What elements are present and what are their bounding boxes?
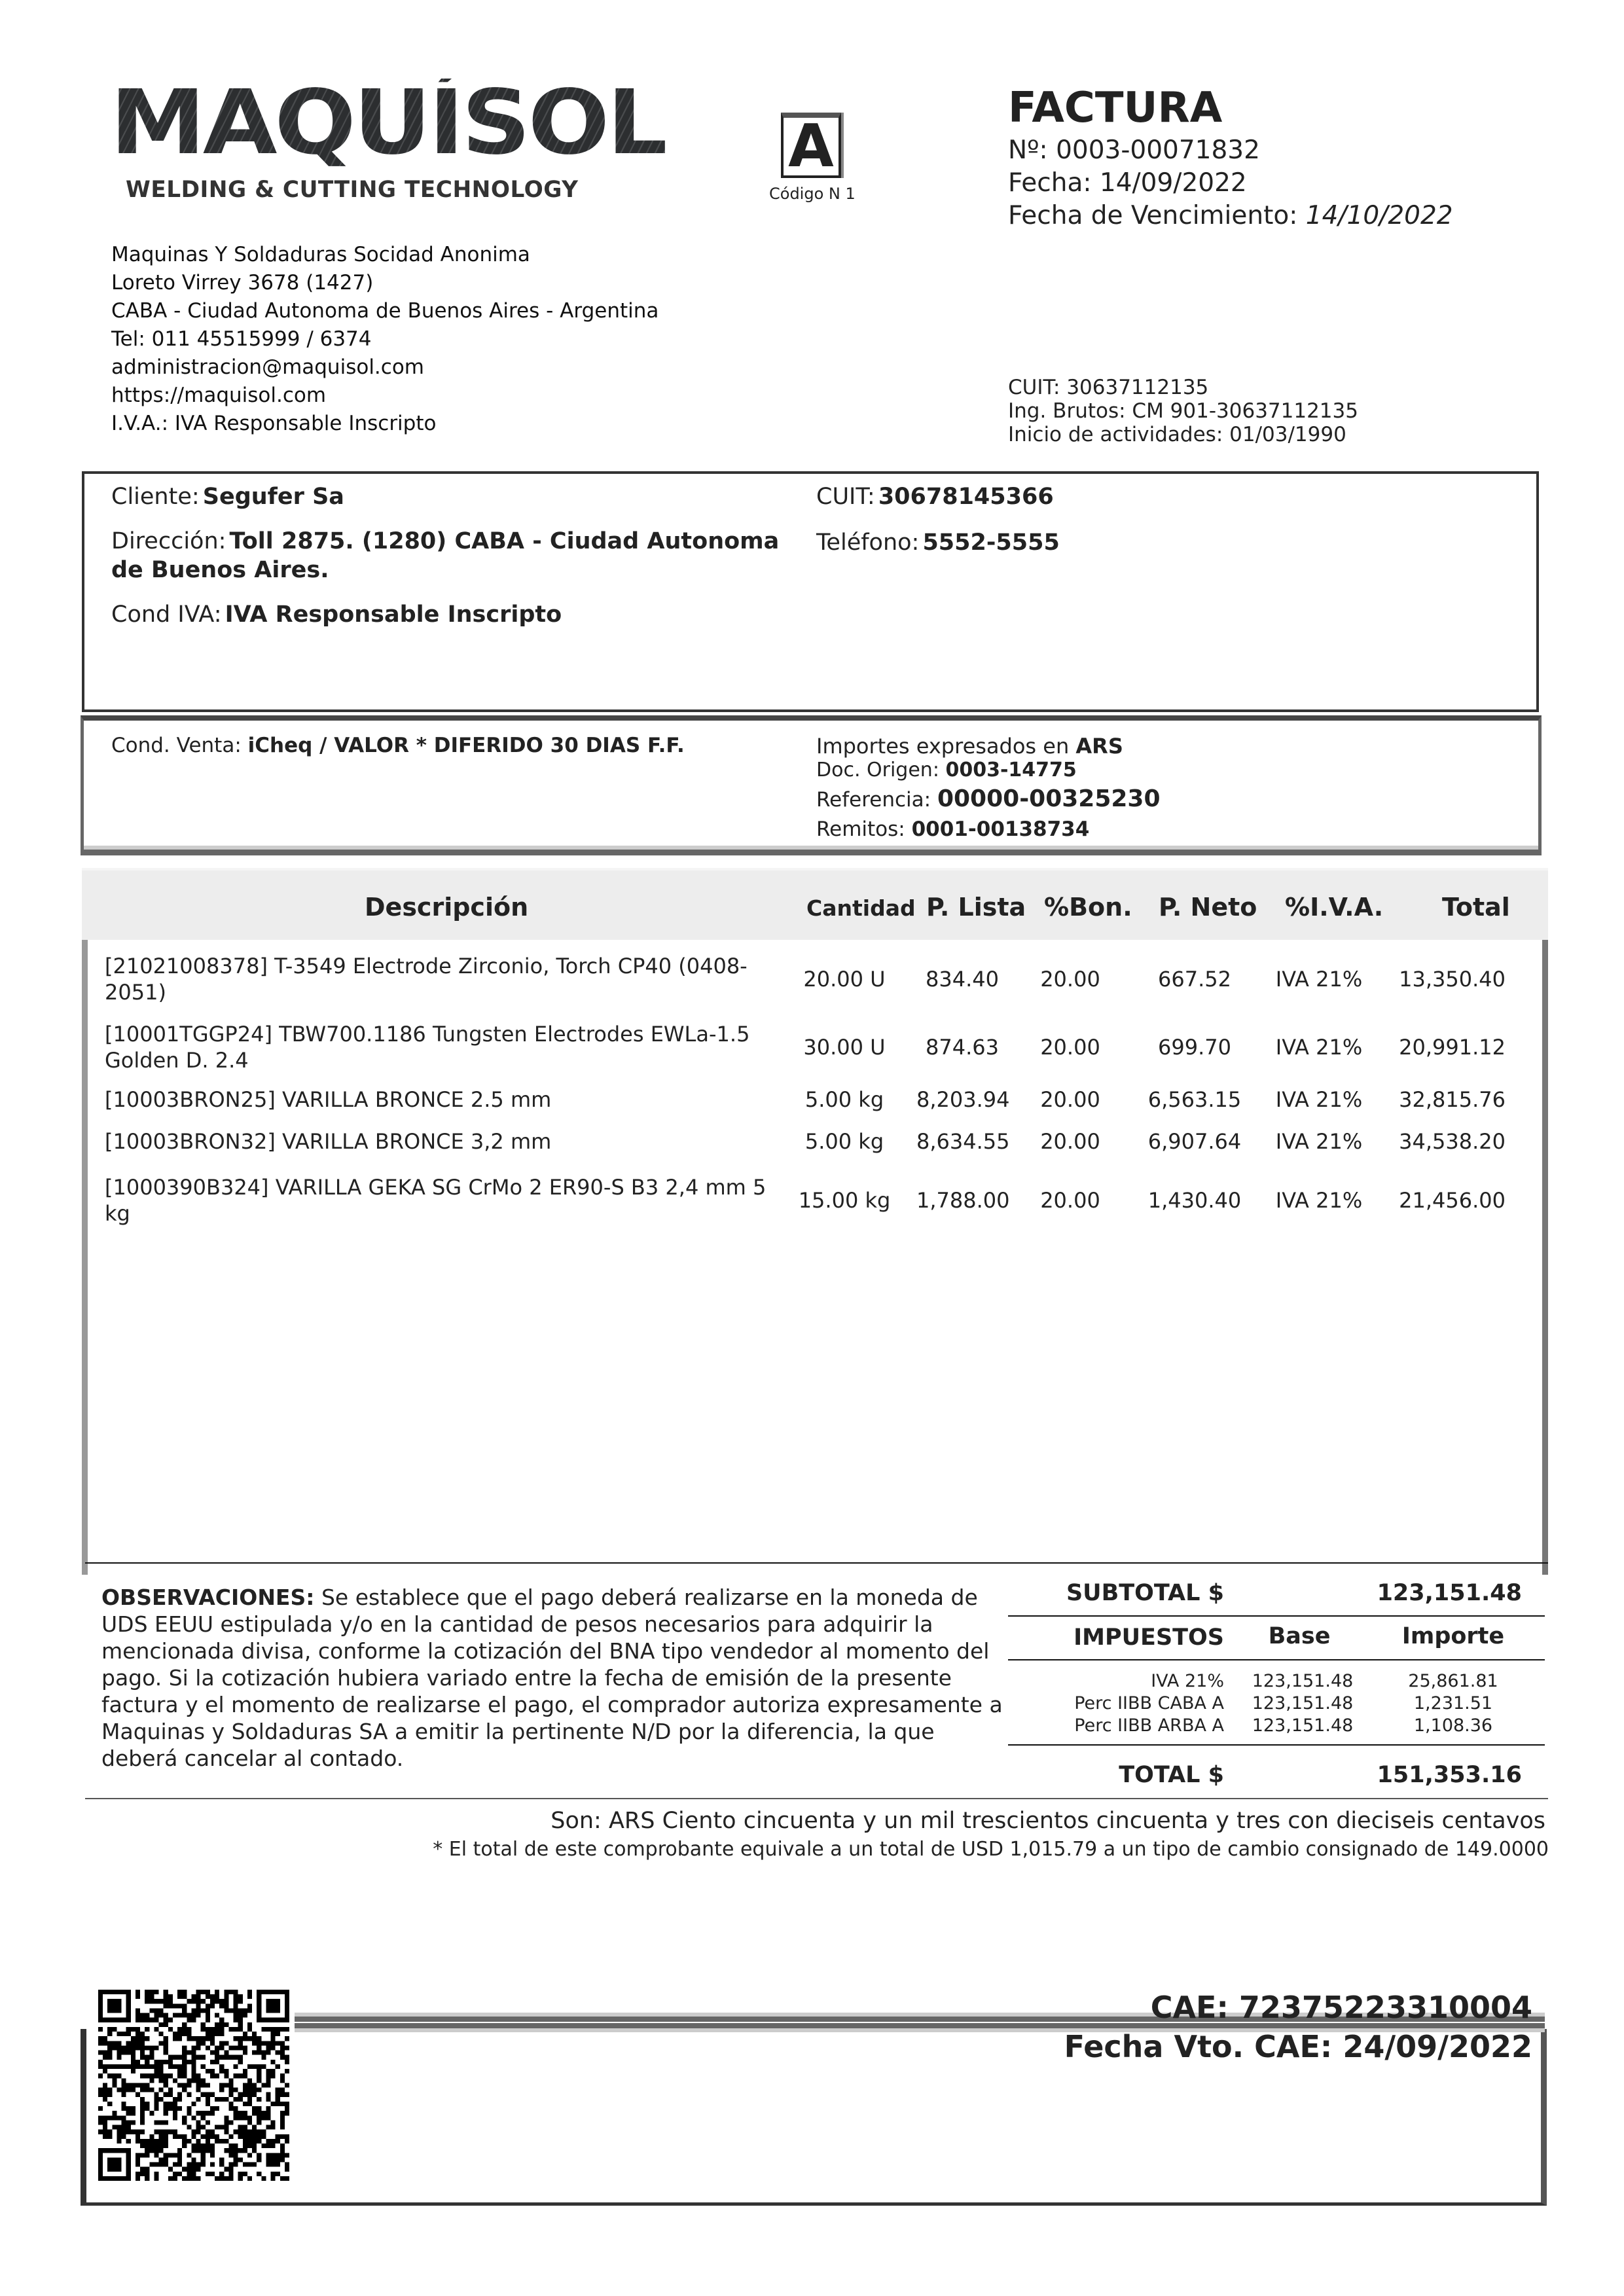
doc-origin-label: Doc. Origen: <box>816 759 939 781</box>
cae-due-label: Fecha Vto. CAE: <box>1064 2029 1333 2064</box>
invoice-letter-box <box>781 112 841 181</box>
cell-list-price: 8,203.94 <box>916 1087 1010 1112</box>
total-value: 151,353.16 <box>1377 1762 1522 1788</box>
tax-base: 123,151.48 <box>1252 1693 1354 1713</box>
client-iva <box>111 602 562 631</box>
fiscal-cuit-value: 30637112135 <box>1066 376 1209 399</box>
cell-description: [10001TGGP24] TBW700.1186 Tungsten Electrodes EWLa-1.5 Golden D. 2.4 <box>105 1022 750 1073</box>
tax-name: Perc IIBB ARBA A <box>1074 1715 1224 1736</box>
client-cuit <box>816 484 1054 513</box>
divider <box>1008 1615 1545 1617</box>
doc-origin-value: 0003-14775 <box>945 759 1077 781</box>
invoice-number <box>1008 137 1260 163</box>
header-iva: %I.V.A. <box>1285 893 1384 922</box>
client-cuit-value: 30678145366 <box>878 484 1054 510</box>
cell-quantity: 5.00 kg <box>804 1087 884 1112</box>
company-phone: Tel: 011 45515999 / 6374 <box>111 327 372 351</box>
cell-total: 21,456.00 <box>1399 1188 1506 1213</box>
items-table-header <box>82 868 1548 940</box>
tax-name: IVA 21% <box>1151 1671 1224 1691</box>
fiscal-start-value: 01/03/1990 <box>1229 423 1346 446</box>
fiscal-iibb-label: Ing. Brutos: <box>1008 399 1126 423</box>
header-description: Descripción <box>365 893 529 922</box>
cell-total: 13,350.40 <box>1399 967 1506 992</box>
tax-name: Perc IIBB CABA A <box>1074 1693 1224 1713</box>
cell-total: 20,991.12 <box>1399 1035 1506 1060</box>
sale-condition-value: iCheq / VALOR * DIFERIDO 30 DIAS F.F. <box>247 734 685 757</box>
cell-iva: IVA 21% <box>1275 967 1363 992</box>
cell-net-price: 699.70 <box>1158 1035 1231 1060</box>
cell-description: [1000390B324] VARILLA GEKA SG CrMo 2 ER90-S B3 2,4 mm 5 kg <box>105 1175 767 1226</box>
remitos <box>816 817 1089 842</box>
cell-net-price: 1,430.40 <box>1147 1188 1242 1213</box>
company-iva: I.V.A.: IVA Responsable Inscripto <box>111 412 437 435</box>
cell-iva: IVA 21% <box>1275 1188 1363 1213</box>
tax-base: 123,151.48 <box>1252 1715 1354 1736</box>
cae-label: CAE: <box>1150 1990 1229 2025</box>
tax-amount: 1,108.36 <box>1413 1715 1493 1736</box>
header-total: Total <box>1442 893 1510 922</box>
reference-label: Referencia: <box>816 788 931 812</box>
company-city: CABA - Ciudad Autonoma de Buenos Aires - Argentina <box>111 299 659 323</box>
invoice-letter: A <box>788 112 834 181</box>
invoice-due-date <box>1008 203 1453 228</box>
observations-label: OBSERVACIONES: <box>101 1585 315 1610</box>
observations <box>101 1584 1011 1772</box>
client-iva-value: IVA Responsable Inscripto <box>225 601 562 628</box>
invoice-date <box>1008 170 1247 196</box>
subtotal-value: 123,151.48 <box>1377 1580 1522 1606</box>
header-list-price: P. Lista <box>926 893 1026 922</box>
header-net-price: P. Neto <box>1159 893 1257 922</box>
client-name <box>111 484 799 513</box>
currency-info <box>816 734 1123 759</box>
invoice-number-label: Nº: <box>1008 135 1048 165</box>
cell-quantity: 15.00 kg <box>798 1188 891 1213</box>
cell-list-price: 874.63 <box>926 1035 999 1060</box>
divider <box>85 1798 1548 1799</box>
usd-equivalent-note: * El total de este comprobante equivale a un total de USD 1,015.79 a un tipo de cambio consignado de 149.0000 <box>433 1838 1549 1861</box>
cell-total: 34,538.20 <box>1399 1129 1506 1154</box>
cell-net-price: 6,563.15 <box>1147 1087 1242 1112</box>
tax-base: 123,151.48 <box>1252 1671 1354 1691</box>
fiscal-cuit <box>1008 376 1358 399</box>
cell-iva: IVA 21% <box>1275 1129 1363 1154</box>
cell-quantity: 5.00 kg <box>804 1129 884 1154</box>
total-label: TOTAL $ <box>1119 1762 1224 1788</box>
cell-list-price: 8,634.55 <box>916 1129 1010 1154</box>
fiscal-cuit-label: CUIT: <box>1008 376 1060 399</box>
amount-in-words: Son: ARS Ciento cincuenta y un mil trescientos cincuenta y tres con dieciseis centavos <box>550 1808 1545 1834</box>
divider <box>1008 1659 1545 1660</box>
client-address-value: Toll 2875. (1280) CABA - Ciudad Autonoma de Buenos Aires. <box>111 528 780 583</box>
fiscal-start <box>1008 423 1358 446</box>
cell-description: [21021008378] T-3549 Electrode Zirconio, Torch CP40 (0408-2051) <box>105 954 748 1005</box>
currency-label: Importes expresados en <box>816 734 1070 759</box>
client-iva-label: Cond IVA: <box>111 601 222 628</box>
doc-origin <box>816 758 1077 783</box>
invoice-number-value: 0003-00071832 <box>1056 135 1260 165</box>
cae-due-date <box>1064 2029 1532 2064</box>
company-logo: MAQUÍSOL <box>110 71 666 175</box>
client-name-label: Cliente: <box>111 484 200 510</box>
taxes-header: IMPUESTOS <box>1074 1624 1224 1651</box>
client-cuit-label: CUIT: <box>816 484 875 510</box>
cell-total: 32,815.76 <box>1399 1087 1506 1112</box>
divider <box>1008 1744 1545 1746</box>
taxes-base-header: Base <box>1268 1623 1331 1649</box>
invoice-code: Código N 1 <box>769 185 856 203</box>
cell-description: [10003BRON32] VARILLA BRONCE 3,2 mm <box>105 1129 552 1154</box>
cell-description: [10003BRON25] VARILLA BRONCE 2.5 mm <box>105 1087 552 1112</box>
divider <box>85 1562 1548 1564</box>
client-address-label: Dirección: <box>111 528 226 554</box>
cell-discount: 20.00 <box>1040 1188 1100 1213</box>
client-phone <box>816 530 1060 559</box>
cell-discount: 20.00 <box>1040 1129 1100 1154</box>
client-phone-value: 5552-5555 <box>922 529 1060 556</box>
currency-value: ARS <box>1075 734 1123 759</box>
tax-amount: 25,861.81 <box>1408 1671 1498 1691</box>
observations-text: Se establece que el pago deberá realizarse en la moneda de UDS EEUU estipulada y/o en la cantidad de pesos necesarios para adquirir la mencionada divisa, conforme la cotización del BNA tipo vendedor al momento del pago. Si la cotización hubiera variado entre la fecha de emisión de la presente factura y el momento de realizarse el pago, el comprador autoriza expresamente a Maquinas y Soldaduras SA a emitir la pertinente N/D por la diferencia, la que deberá cancelar al contado. <box>101 1585 1003 1771</box>
invoice-title: FACTURA <box>1008 84 1223 132</box>
cell-list-price: 1,788.00 <box>916 1188 1010 1213</box>
company-info <box>111 241 659 438</box>
cae-due-value: 24/09/2022 <box>1343 2029 1532 2064</box>
tax-amount: 1,231.51 <box>1413 1693 1493 1713</box>
company-address: Loreto Virrey 3678 (1427) <box>111 271 374 295</box>
client-phone-label: Teléfono: <box>816 529 920 556</box>
fiscal-start-label: Inicio de actividades: <box>1008 423 1223 446</box>
subtotal-label: SUBTOTAL $ <box>1066 1580 1224 1606</box>
client-address <box>111 529 805 586</box>
sale-condition <box>111 734 685 757</box>
fiscal-info <box>1008 376 1358 446</box>
fiscal-iibb <box>1008 399 1358 423</box>
cell-discount: 20.00 <box>1040 1035 1100 1060</box>
cell-net-price: 667.52 <box>1158 967 1231 992</box>
cell-discount: 20.00 <box>1040 967 1100 992</box>
qr-code-icon[interactable] <box>98 1990 289 2181</box>
remitos-label: Remitos: <box>816 817 905 841</box>
qr-code-graphic <box>98 1990 289 2181</box>
invoice-due-value: 14/10/2022 <box>1305 201 1453 230</box>
cell-list-price: 834.40 <box>926 967 999 992</box>
invoice-date-value: 14/09/2022 <box>1099 168 1247 198</box>
cell-iva: IVA 21% <box>1275 1087 1363 1112</box>
reference-value: 00000-00325230 <box>937 785 1161 812</box>
cell-discount: 20.00 <box>1040 1087 1100 1112</box>
cae-value: 72375223310004 <box>1238 1990 1532 2025</box>
header-quantity: Cantidad <box>806 895 916 921</box>
cell-iva: IVA 21% <box>1275 1035 1363 1060</box>
cell-quantity: 30.00 U <box>803 1035 886 1060</box>
reference <box>816 787 1161 812</box>
cell-quantity: 20.00 U <box>803 967 886 992</box>
cae-number <box>1151 1990 1532 2025</box>
company-tagline: WELDING & CUTTING TECHNOLOGY <box>126 177 579 203</box>
company-legal-name: Maquinas Y Soldaduras Socidad Anonima <box>111 243 530 266</box>
remitos-value: 0001-00138734 <box>911 817 1090 841</box>
company-website[interactable]: https://maquisol.com <box>111 384 327 407</box>
invoice-date-label: Fecha: <box>1008 168 1092 198</box>
company-email[interactable]: administracion@maquisol.com <box>111 355 424 379</box>
header-discount: %Bon. <box>1044 893 1132 922</box>
fiscal-iibb-value: CM 901-30637112135 <box>1132 399 1358 423</box>
taxes-amount-header: Importe <box>1401 1623 1505 1649</box>
sale-condition-label: Cond. Venta: <box>111 734 242 757</box>
invoice-due-label: Fecha de Vencimiento: <box>1008 201 1298 230</box>
cell-net-price: 6,907.64 <box>1147 1129 1242 1154</box>
client-name-value: Segufer Sa <box>202 484 344 510</box>
